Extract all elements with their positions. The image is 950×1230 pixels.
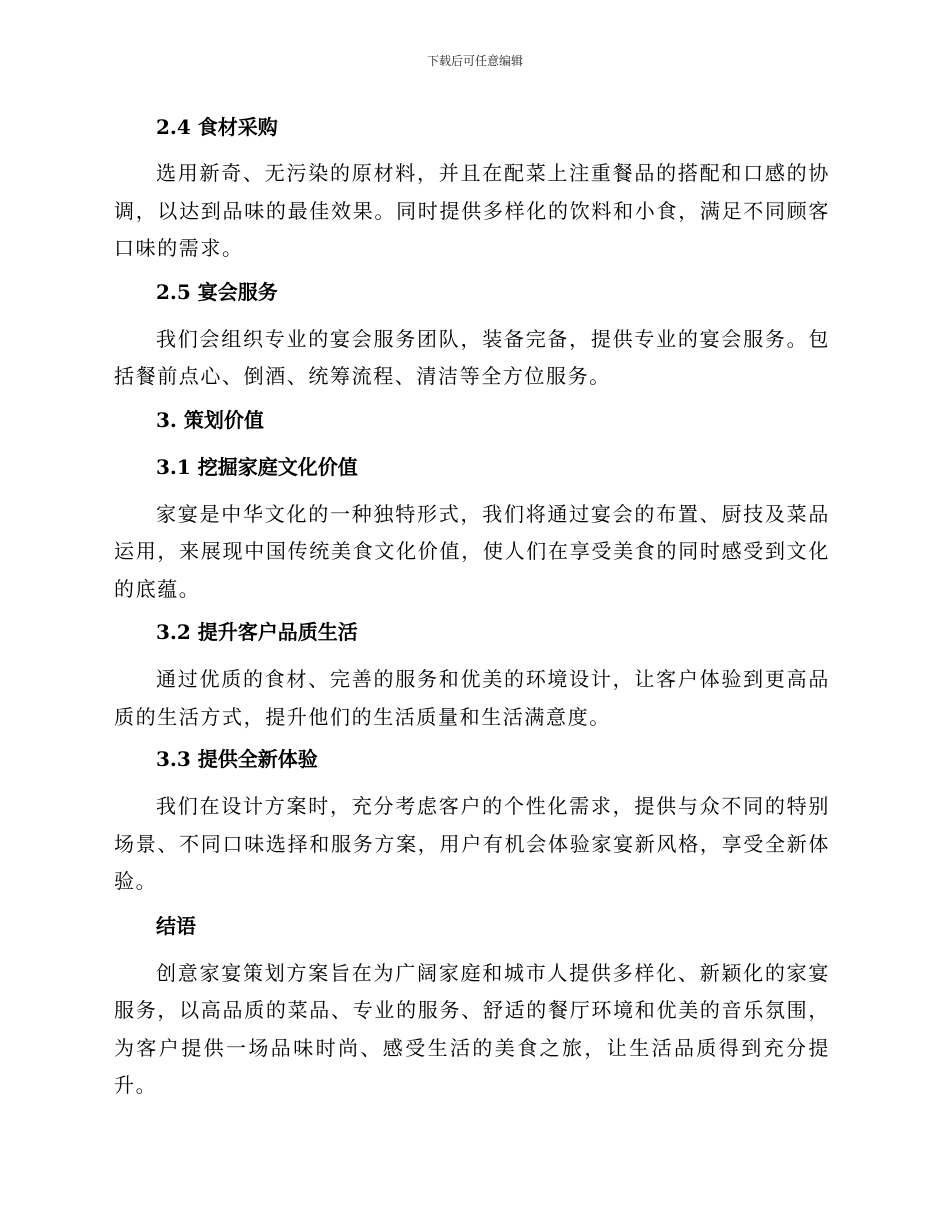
section-heading-2-5: 2.5 宴会服务 — [156, 279, 278, 304]
section-heading-3: 3. 策划价值 — [156, 407, 264, 432]
section-paragraph-3-3: 我们在设计方案时，充分考虑客户的个性化需求，提供与众不同的特别场景、不同口味选择和服务方案，用户有机会体验家宴新风格，享受全新体验。 — [114, 794, 830, 893]
document-body — [114, 110, 830, 1105]
conclusion-heading: 结语 — [156, 913, 196, 938]
section-paragraph-2-5: 我们会组织专业的宴会服务团队，装备完备，提供专业的宴会服务。包括餐前点心、倒酒、统筹流程、清洁等全方位服务。 — [114, 326, 830, 388]
section-heading-3-1: 3.1 挖掘家庭文化价值 — [156, 454, 358, 479]
section-paragraph-3-2: 通过优质的食材、完善的服务和优美的环境设计，让客户体验到更高品质的生活方式，提升他们的生活质量和生活满意度。 — [114, 667, 830, 729]
section-paragraph-3-1: 家宴是中华文化的一种独特形式，我们将通过宴会的布置、厨技及菜品运用，来展现中国传统美食文化价值，使人们在享受美食的同时感受到文化的底蕴。 — [114, 501, 830, 601]
section-paragraph-2-4: 选用新奇、无污染的原材料，并且在配菜上注重餐品的搭配和口感的协调，以达到品味的最佳效果。同时提供多样化的饮料和小食，满足不同顾客口味的需求。 — [114, 161, 830, 260]
section-heading-2-4: 2.4 食材采购 — [156, 115, 278, 139]
section-heading-3-2: 3.2 提升客户品质生活 — [156, 620, 358, 644]
section-heading-3-3: 3.3 提供全新体验 — [156, 747, 318, 771]
page-header: 下载后可任意编辑 — [426, 54, 523, 68]
conclusion-paragraph: 创意家宴策划方案旨在为广阔家庭和城市人提供多样化、新颖化的家宴服务，以高品质的菜品、专业的服务、舒适的餐厅环境和优美的音乐氛围，为客户提供一场品味时尚、感受生活的美食之旅，让生活品质得到充分提升。 — [114, 960, 830, 1097]
